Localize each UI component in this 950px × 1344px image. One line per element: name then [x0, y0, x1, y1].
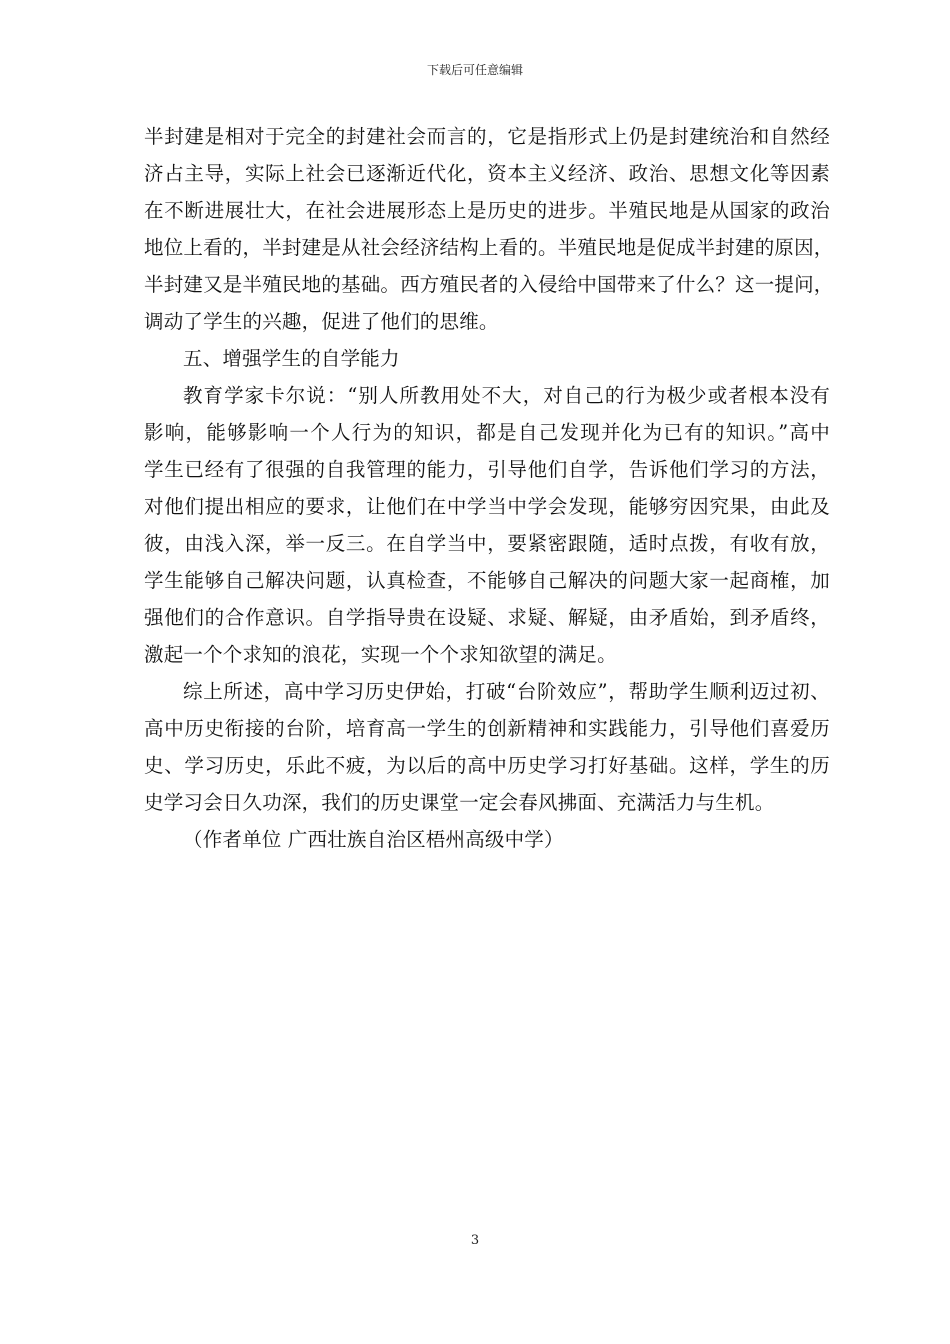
page-number: 3	[470, 1233, 480, 1248]
text-line: 半封建又是半殖民地的基础。西方殖民者的入侵给中国带来了什么？这一提问，	[144, 273, 834, 296]
paragraph	[144, 377, 830, 673]
text-line: 调动了学生的兴趣，促进了他们的思维。	[144, 310, 499, 333]
text-line: 史学习会日久功深，我们的历史课堂一定会春风拂面、充满活力与生机。	[144, 791, 775, 814]
text-line: 学生已经有了很强的自我管理的能力，引导他们自学，告诉他们学习的方法，	[144, 458, 830, 481]
page-header: 下载后可任意编辑	[426, 63, 523, 77]
text-line: 激起一个个求知的浪花，实现一个个求知欲望的满足。	[144, 643, 617, 666]
text-line: 对他们提出相应的要求，让他们在中学当中学会发现，能够穷因究果，由此及	[144, 495, 830, 518]
text-line: 地位上看的，半封建是从社会经济结构上看的。半殖民地是促成半封建的原因，	[144, 236, 834, 259]
text-line: 学生能够自己解决问题，认真检查，不能够自己解决的问题大家一起商榷，加	[144, 569, 830, 592]
text-line: 济占主导，实际上社会已逐渐近代化，资本主义经济、政治、思想文化等因素	[144, 162, 830, 185]
text-line: 半封建是相对于完全的封建社会而言的，它是指形式上仍是封建统治和自然经	[144, 125, 830, 148]
text-line: 在不断进展壮大，在社会进展形态上是历史的进步。半殖民地是从国家的政治	[144, 199, 830, 222]
paragraph	[144, 118, 834, 340]
section-heading	[144, 340, 830, 377]
text-line: （作者单位 广西壮族自治区梧州高级中学）	[183, 828, 564, 851]
text-line: 影响，能够影响一个人行为的知识，都是自己发现并化为已有的知识。”高中	[144, 421, 830, 444]
text-line: 史、学习历史，乐此不疲，为以后的高中历史学习打好基础。这样，学生的历	[144, 754, 830, 777]
text-line: 高中历史衔接的台阶，培育高一学生的创新精神和实践能力，引导他们喜爱历	[144, 717, 830, 740]
text-line: 综上所述，高中学习历史伊始，打破“台阶效应”，帮助学生顺利迈过初、	[183, 680, 830, 703]
text-line: 教育学家卡尔说：“别人所教用处不大，对自己的行为极少或者根本没有	[183, 384, 830, 407]
text-line: 五、增强学生的自学能力	[183, 347, 400, 370]
text-line: 强他们的合作意识。自学指导贵在设疑、求疑、解疑，由矛盾始，到矛盾终，	[144, 606, 830, 629]
paragraph	[144, 673, 830, 821]
document-body	[144, 118, 834, 858]
text-line: 彼，由浅入深，举一反三。在自学当中，要紧密跟随，适时点拨，有收有放，	[144, 532, 830, 555]
author-affiliation	[144, 821, 830, 858]
